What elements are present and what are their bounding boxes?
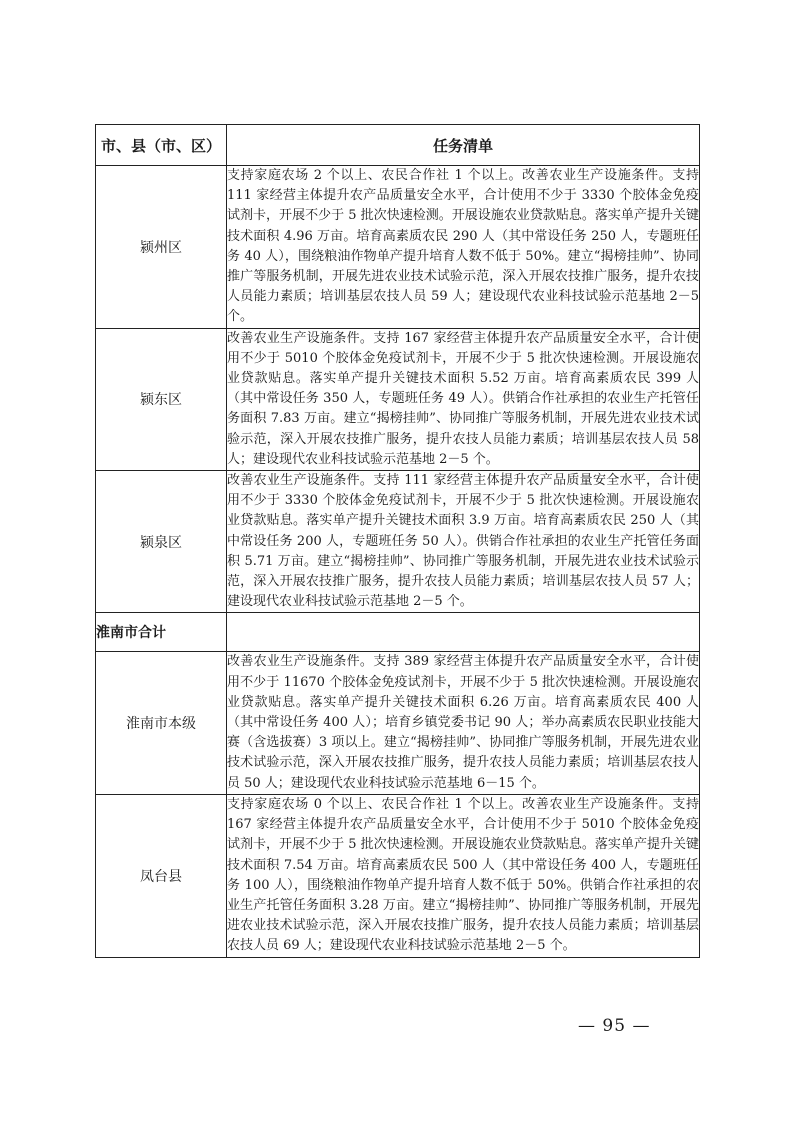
column-header-region: 市、县（市、区） xyxy=(96,125,227,166)
table-header-row xyxy=(96,125,700,166)
table-row xyxy=(96,166,700,329)
subtotal-label: 淮南市合计 xyxy=(96,613,227,652)
region-name: 颍泉区 xyxy=(96,471,227,613)
table-row xyxy=(96,471,700,613)
table-row xyxy=(96,794,700,957)
table-row xyxy=(96,652,700,794)
task-description: 改善农业生产设施条件。支持 167 家经营主体提升农产品质量安全水平，合计使用不少于 5010 个胶体金免疫试剂卡，开展不少于 5 批次快速检测。开展设施农业贷款贴息。落实单产提升关键技术面积 5.52 万亩。培育高素质农民 399 人（其中常设任务 350 人，专题班任务 49 人）。供销合作社承担的农业生产托管任务面积 7.83 万亩。建立“揭榜挂帅”、协同推广等服务机制，开展先进农业技术试验示范，深入开展农技推广服务，提升农技人员能力素质；培训基层农技人员 58 人；建设现代农业科技试验示范基地 2－5 个。 xyxy=(227,328,700,470)
page-number: — 95 — xyxy=(578,1016,651,1036)
region-name: 颍州区 xyxy=(96,166,227,329)
region-name: 凤台县 xyxy=(96,794,227,957)
region-name: 颍东区 xyxy=(96,328,227,470)
task-description: 支持家庭农场 2 个以上、农民合作社 1 个以上。改善农业生产设施条件。支持 111 家经营主体提升农产品质量安全水平，合计使用不少于 3330 个胶体金免疫试剂卡，开展不少于 5 批次快速检测。开展设施农业贷款贴息。落实单产提升关键技术面积 4.96 万亩。培育高素质农民 290 人（其中常设任务 250 人，专题班任务 40 人），围绕粮油作物单产提升培育人数不低于 50%。建立“揭榜挂帅”、协同推广等服务机制，开展先进农业技术试验示范，深入开展农技推广服务，提升农技人员能力素质；培训基层农技人员 59 人；建设现代农业科技试验示范基地 2－5 个。 xyxy=(227,166,700,329)
task-description: 支持家庭农场 0 个以上、农民合作社 1 个以上。改善农业生产设施条件。支持 167 家经营主体提升农产品质量安全水平，合计使用不少于 5010 个胶体金免疫试剂卡，开展不少于 5 批次快速检测。开展设施农业贷款贴息。落实单产提升关键技术面积 7.54 万亩。培育高素质农民 500 人（其中常设任务 400 人，专题班任务 100 人），围绕粮油作物单产提升培育人数不低于 50%。供销合作社承担的农业生产托管任务面积 3.28 万亩。建立“揭榜挂帅”、协同推广等服务机制，开展先进农业技术试验示范，深入开展农技推广服务，提升农技人员能力素质；培训基层农技人员 69 人；建设现代农业科技试验示范基地 2－5 个。 xyxy=(227,794,700,957)
region-name: 淮南市本级 xyxy=(96,652,227,794)
task-description: 改善农业生产设施条件。支持 111 家经营主体提升农产品质量安全水平，合计使用不少于 3330 个胶体金免疫试剂卡，开展不少于 5 批次快速检测。开展设施农业贷款贴息。落实单产提升关键技术面积 3.9 万亩。培育高素质农民 250 人（其中常设任务 200 人，专题班任务 50 人）。供销合作社承担的农业生产托管任务面积 5.71 万亩。建立“揭榜挂帅”、协同推广等服务机制，开展先进农业技术试验示范，深入开展农技推广服务，提升农技人员能力素质；培训基层农技人员 57 人；建设现代农业科技试验示范基地 2－5 个。 xyxy=(227,471,700,613)
table-row xyxy=(96,328,700,470)
task-table xyxy=(95,124,700,958)
task-description: 改善农业生产设施条件。支持 389 家经营主体提升农产品质量安全水平，合计使用不少于 11670 个胶体金免疫试剂卡，开展不少于 5 批次快速检测。开展设施农业贷款贴息。落实单产提升关键技术面积 6.26 万亩。培育高素质农民 400 人（其中常设任务 400 人）；培育乡镇党委书记 90 人；举办高素质农民职业技能大赛（含选拔赛）3 项以上。建立“揭榜挂帅”、协同推广等服务机制，开展先进农业技术试验示范，深入开展农技推广服务，提升农技人员能力素质；培训基层农技人员 50 人；建设现代农业科技试验示范基地 6－15 个。 xyxy=(227,652,700,794)
column-header-tasks: 任务清单 xyxy=(227,125,700,166)
subtotal-row xyxy=(96,613,700,652)
subtotal-tasks xyxy=(227,613,700,652)
